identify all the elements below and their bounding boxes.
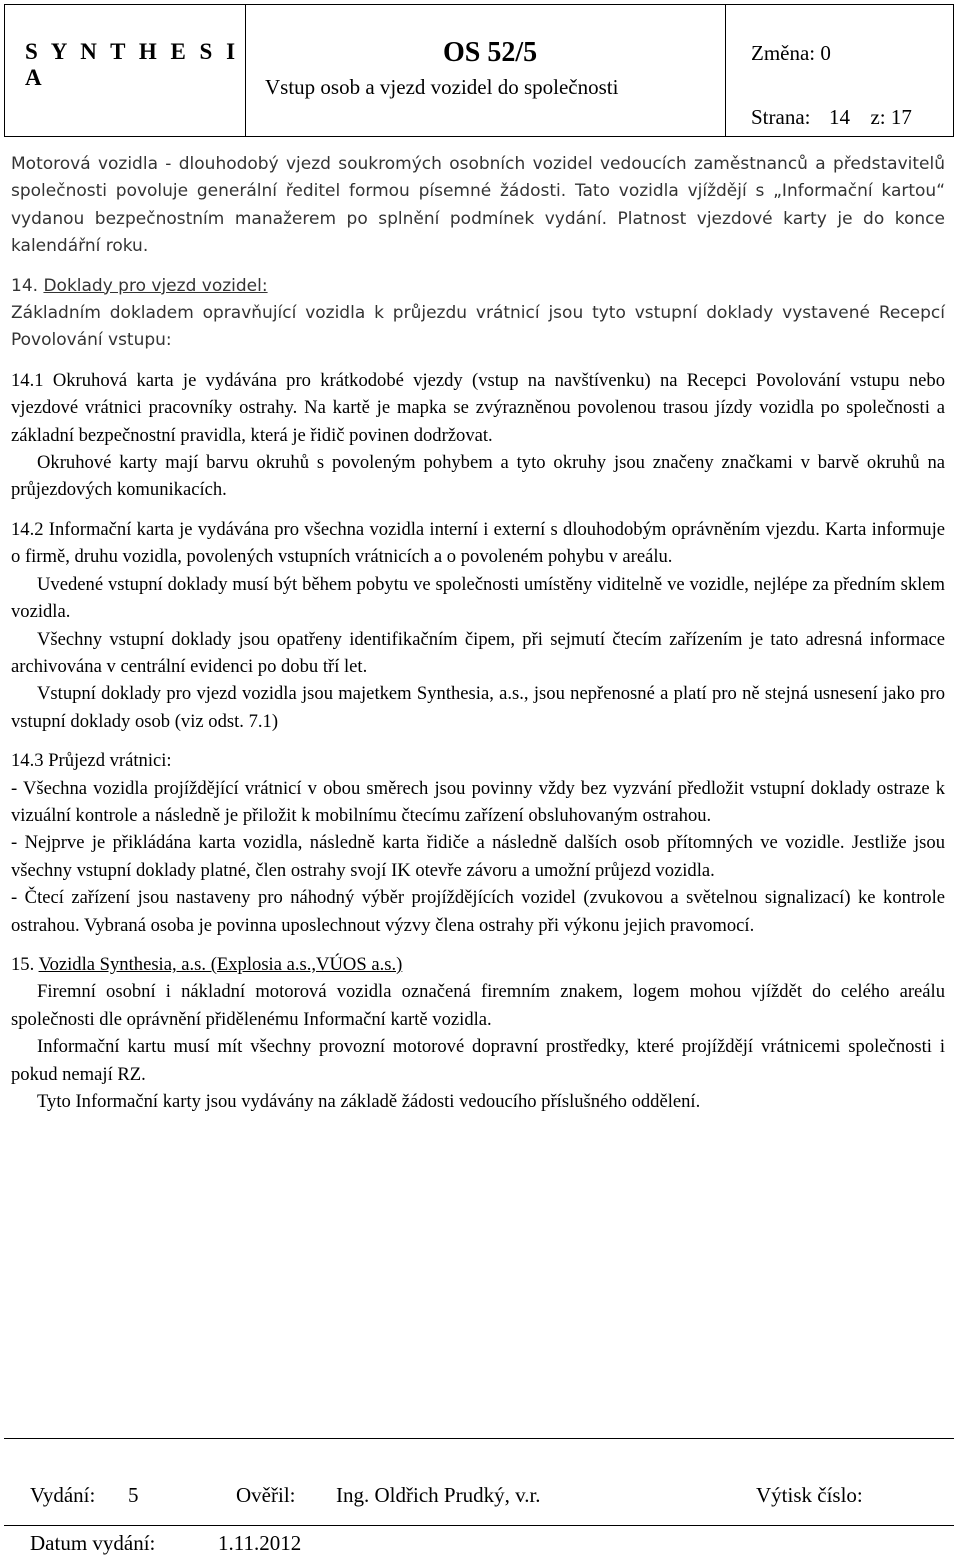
document-footer	[4, 1438, 954, 1554]
section-15-heading	[11, 951, 945, 978]
section-15-text-c: Tyto Informační karty jsou vydávány na základě žádosti vedoucího příslušného oddělení.	[37, 1091, 701, 1112]
section-14-1-paragraph	[11, 367, 945, 449]
section-14-3-title: 14.3 Průjezd vrátnici:	[11, 750, 172, 772]
page-of-label: z:	[870, 105, 886, 129]
section-14-1-text-a: 14.1 Okruhová karta je vydávána pro krátkodobé vjezdy (vstup na navštívenku) na Recepci Povolování vstupu nebo vjezdové vrátnici pracovníky ostrahy.	[11, 369, 945, 419]
edition-label: Vydání:	[30, 1483, 96, 1507]
section-14-2-text-b: Uvedené vstupní doklady musí být během pobytu ve společnosti umístěny viditelně ve vozidle, nejlépe za předním sklem vozidla.	[11, 573, 945, 623]
change-info	[751, 41, 831, 66]
document-code: OS 52/5	[443, 37, 538, 68]
date-value: 1.11.2012	[218, 1531, 302, 1555]
change-label: Změna:	[751, 41, 816, 65]
company-name: S Y N T H E S I A	[25, 39, 240, 90]
header-meta-cell	[725, 5, 953, 136]
section-15-number: 15.	[11, 953, 35, 975]
section-14-3-text-a: - Všechna vozidla projíždějící vrátnicí v obou směrech jsou povinny vždy bez vyzvání předložit vstupní doklady ostraze k vizuální kontrole a následně je přiložit k mobilnímu čtecímu zařízení obsluhovaným ostrahou.	[11, 777, 945, 826]
page-total: 17	[890, 105, 912, 129]
intro-paragraph: Motorová vozidla - dlouhodobý vjezd soukromých osobních vozidel vedoucích zaměstnanců a představitelů společnosti povoluje generální ředitel formou písemné žádosti. Tato vozidla vjíždějí s „Informační kartou“ vydanou bezpečnostním manažerem po splnění podmínek vydání. Platnost vjezdové karty je do konce kalendářní roku.	[11, 154, 945, 257]
verified-value: Ing. Oldřich Prudký, v.r.	[336, 1483, 541, 1507]
section-14-3-text-c: - Čtecí zařízení jsou nastaveny pro náhodný výběr projíždějících vozidel (zvukovou a světelnou signalizací) ke kontrole ostrahou. Vybraná osoba je povinna uposlechnout výzvy člena ostrahy při výkonu jejich pravomocí.	[11, 887, 945, 936]
section-14-3-text-b: - Nejprve je přikládána karta vozidla, následně karta řidiče a následně dalších osob přítomných ve vozidle. Jestliže jsou všechny vstupní doklady platné, člen ostrahy svojí IK otevře závoru a umožní průjezd vozidla.	[11, 832, 945, 881]
document-header	[4, 4, 954, 137]
document-body	[11, 151, 945, 1115]
edition-value: 5	[128, 1483, 139, 1507]
page-label: Strana:	[751, 105, 811, 129]
change-value: 0	[820, 41, 831, 65]
copy-number-label: Výtisk číslo:	[756, 1483, 863, 1507]
section-14-text: Základním dokladem opravňující vozidla k průjezdu vrátnicí jsou tyto vstupní doklady vystavené Recepcí Povolování vstupu:	[11, 303, 945, 351]
section-14-number: 14.	[11, 275, 39, 296]
section-15-text-b: Informační kartu musí mít všechny provozní motorové dopravní prostředky, které projíždějí vrátnicemi společnosti i pokud nemají RZ.	[11, 1036, 945, 1085]
footer-row-edition	[4, 1479, 954, 1526]
section-14-1-text-c: Okruhové karty mají barvu okruhů s povoleným pohybem a tyto okruhy jsou značeny značkami v barvě okruhů na průjezdových komunikacích.	[11, 452, 945, 501]
verified-label: Ověřil:	[236, 1483, 296, 1507]
header-title-cell	[245, 5, 726, 136]
page-number: 14	[828, 105, 850, 129]
section-14-title: Doklady pro vjezd vozidel:	[43, 275, 268, 296]
page-info	[751, 105, 912, 130]
section-15-title: Vozidla Synthesia, a.s. (Explosia a.s.,VÚOS a.s.)	[38, 953, 403, 975]
date-label: Datum vydání:	[30, 1531, 156, 1555]
section-14-1-text-b: Na kartě je mapka se zvýrazněnou povolenou trasou jízdy vozidla po společnosti a základní bezpečnostní pravidla, která je řidič povinen dodržovat.	[11, 397, 945, 446]
section-15-text-a: Firemní osobní i nákladní motorová vozidla označená firemním znakem, logem mohou vjíždět do celého areálu společnosti dle oprávnění přidělenému Informační kartě vozidla.	[11, 981, 945, 1030]
section-14-2-text-a: 14.2 Informační karta je vydávána pro všechna vozidla interní i externí s dlouhodobým oprávněním vjezdu. Karta informuje o firmě, druhu vozidla, povolených vstupních vrátnicích a o povoleném pohybu v areálu.	[11, 518, 945, 568]
document-title: Vstup osob a vjezd vozidel do společnosti	[265, 75, 619, 99]
header-company-cell	[5, 5, 246, 136]
section-14-2-text-c: Všechny vstupní doklady jsou opatřeny identifikačním čipem, při sejmutí čtecím zařízením je tato adresná informace archivována v centrální evidenci po dobu tří let.	[11, 628, 945, 677]
section-14-2-text-d: Vstupní doklady pro vjezd vozidla jsou majetkem Synthesia, a.s., jsou nepřenosné a platí pro ně stejná usnesení jako pro vstupní doklady osob (viz odst. 7.1)	[11, 683, 945, 732]
section-14-heading	[11, 273, 945, 300]
